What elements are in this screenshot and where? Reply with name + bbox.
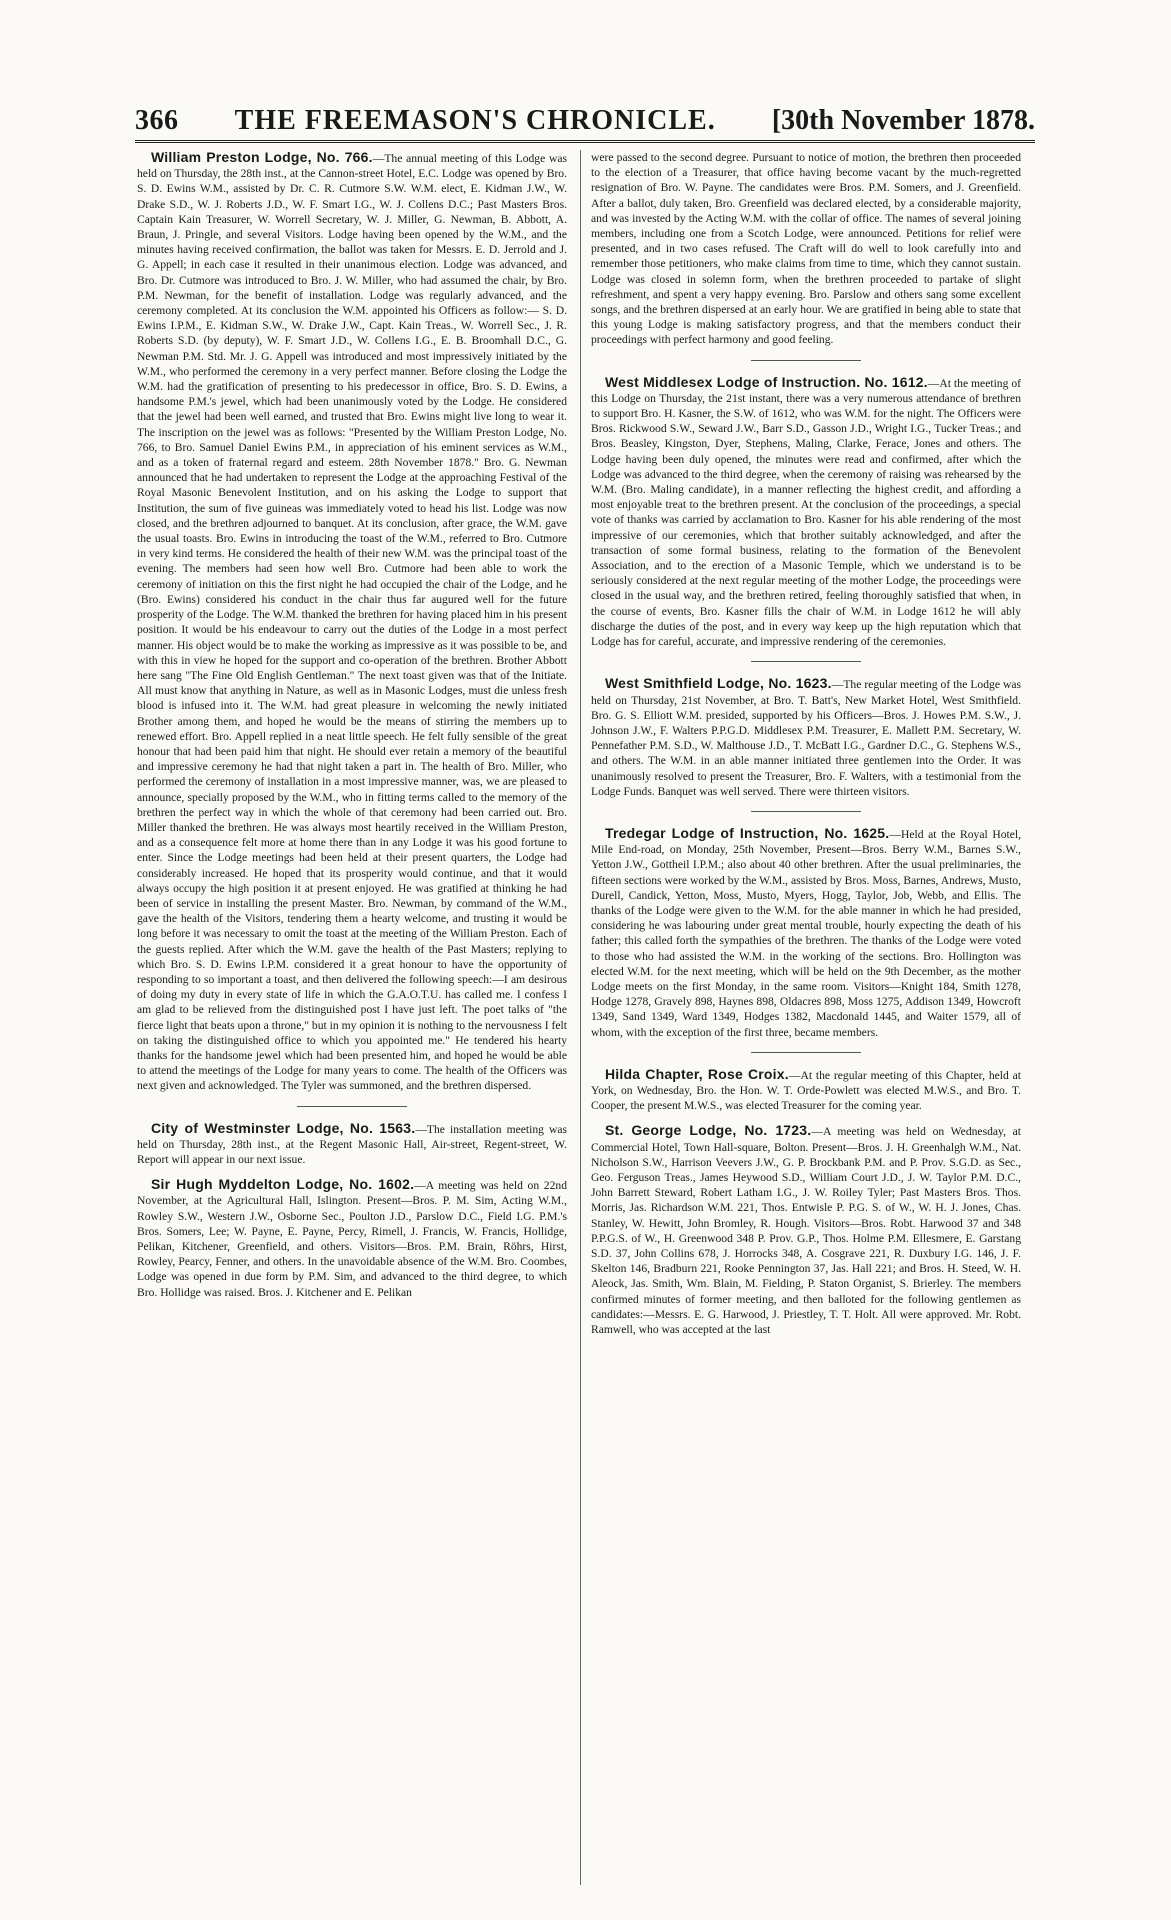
page-number: 366: [135, 105, 179, 136]
article-separator: [751, 811, 861, 812]
article-paragraph: [591, 375, 1021, 650]
article: [591, 1123, 1021, 1337]
header-rule: [135, 140, 1035, 143]
article: [591, 676, 1021, 799]
article-body: —A meeting was held on 22nd November, at the Agricultural Hall, Islington. Present—Bros. P. M. Sim, Acting W.M., Rowley S.W., Western J.W., Osborne Sec., Poulton J.D., Parslow D.C., Field I.G. P.M.'s Bros. Somers, Lee; W. Payne, E. Payne, Percy, Rimell, J. Francis, W. Francis, Hollidge, Pelikan, Kitchener, Greenfield, and others. Visitors—Bros. P.M. Brain, Röhrs, Hirst, Rowley, Pearcy, Fenner, and others. In the unavoidable absence of the W.M. Bro. Coombes, Lodge was opened in due form by P.M. Sim, and advanced to the third degree, to which Bro. Hollidge was raised. Bros. J. Kitchener and E. Pelikan: [137, 1179, 567, 1299]
article-paragraph: [137, 1121, 567, 1168]
article-title: West Middlesex Lodge of Instruction. No. 1612.: [605, 373, 928, 390]
article-body: —The installation meeting was held on Thursday, 28th inst., at the Regent Masonic Hall, Air-street, Regent-street, W. Report will appear in our next issue.: [137, 1122, 567, 1166]
article-separator: [751, 661, 861, 662]
article: [137, 150, 567, 1094]
article-body: —The annual meeting of this Lodge was held on Thursday, the 28th inst., at the Cannon-street Hotel, E.C. Lodge was opened by Bro. S. D. Ewins W.M., assisted by Dr. C. R. Cutmore S.W. W.M. elect, E. Kidman J.W., W. Drake S.D., W. J. Roberts J.D., W. F. Smart I.G., W. J. Collens D.C.; Past Masters Bros. Captain Kain Treasurer, W. Worrell Secretary, W. J. Miller, G. Newman, B. Abbott, A. Braun, J. Pringle, and several Visitors. Lodge having been opened by the W.M., and the minutes having received confirmation, the ballot was taken for Messrs. E. D. Jerrold and J. G. Appell; in each case it resulted in their unanimous election. Lodge was advanced, and Bro. Dr. Cutmore was introduced to Bro. J. W. Miller, who had assumed the chair, by Bro. P.M. Newman, for the benefit of installation. Lodge was regularly advanced, and the ceremony completed. At its conclusion the W.M. appointed his Officers as follow:— S. D. Ewins I.P.M., E. Kidman S.W., W. Drake J.W., Capt. Kain Treas., W. Worrell Sec., J. R. Roberts S.D. (by deputy), W. F. Smart J.D., W. Collens I.G., E. B. Broomhall D.C., G. Newman P.M. Std. Mr. J. G. Appell was introduced and most impressively initiated by the W.M., who performed the ceremony in a very perfect manner. Before closing the Lodge the W.M. had the gratification of presenting to his predecessor in office, Bro. S. D. Ewins, a handsome P.M.'s jewel, which had been unanimously voted by the Lodge. He considered that the jewel had been well earned, and trusted that Bro. Ewins might live long to wear it. The inscription on the jewel was as follows: "Presented by the William Preston Lodge, No. 766, to Bro. Samuel Daniel Ewins P.M., in appreciation of his eminent services as W.M., and as a token of fraternal regard and esteem. 28th November 1878." Bro. G. Newman announced that he had undertaken to represent the Lodge at the approaching Festival of the Royal Masonic Benevolent Institution, and on his asking the Lodge to support that Institution, the sum of five guineas was immediately voted to head his list. Lodge was now closed, and the brethren adjourned to banquet. At its conclusion, after grace, the W.M. gave the usual toasts. Bro. Ewins in introducing the toast of the W.M., referred to Bro. Cutmore in very kind terms. He considered the health of their new W.M. was the principal toast of the evening. The members had seen how well Bro. Cutmore had been able to work the ceremony of initiation on this the first night he had occupied the chair of the Lodge, and he (Bro. Ewins) considered his conduct in the chair thus far augured well for the future prosperity of the Lodge. The W.M. thanked the brethren for having placed him in his present position. It would be his endeavour to carry out the duties of the Lodge in a most perfect manner. His object would be to make the working as impressive as it was possible to be, and with this in view he hoped for the support and co-operation of the brethren. Brother Abbott here sang "The Fine Old English Gentleman." The next toast given was that of the Initiate. All must know that anything in Nature, as well as in Masonic Lodges, must die unless fresh blood is infused into it. The W.M. had great pleasure in welcoming the newly initiated Brother among them, and hoped he would be the means of stirring the members up to renewed effort. Bro. Appell replied in a neat little speech. He felt fully sensible of the great honour that had been paid him that night. He should ever retain a memory of the beautiful and impressive ceremony he had that night taken a part in. The health of Bro. Miller, who performed the ceremony of installation in a most impressive manner, was, we are pleased to announce, specially proposed by the W.M., who in fitting terms called to the memory of the brethren the perfect way in which the whole of that ceremony had been carried out. Bro. Miller thanked the brethren. He was always most heartily received in the William Preston, and as a consequence felt more at home there than in any Lodge it was his good fortune to enter. Since the Lodge meetings had been held at their present quarters, the Lodge had considerably increased. He hoped that its prosperity would continue, and that it would always occupy the high position it at present enjoyed. He was gratified at thinking he had been of service in installing the present Master. Bro. Newman, by command of the W.M., gave the health of the Visitors, tendering them a hearty welcome, and trusting it would be long before it was necessary to omit the toast at the meeting of the William Preston. Each of the guests replied. After which the W.M. gave the health of the Past Masters; replying to which Bro. S. D. Ewins I.P.M. considered it a great honour to have the opportunity of responding to so important a toast, and then delivered the following speech:—I am desirous of doing my duty in every state of life in which the G.A.O.T.U. has called me. I confess I am glad to be relieved from the distinguished post I have just left. The poet talks of "the fierce light that beats upon a throne," but in my opinion it is nothing to the nervousness I felt on taking the distinguished office to which you appointed me." He tendered his hearty thanks for the handsome jewel which had been presented him, and hoped he would be able to attend the meetings of the Lodge for many years to come. The health of the Officers was next given and acknowledged. The Tyler was summoned, and the brethren dispersed.: [137, 152, 567, 1093]
article-separator: [751, 1052, 861, 1053]
article: [137, 1177, 567, 1300]
article: [591, 826, 1021, 1040]
article-title: Sir Hugh Myddelton Lodge, No. 1602.: [151, 1176, 415, 1193]
article-body: —Held at the Royal Hotel, Mile End-road, on Monday, 25th November, Present—Bros. Berry W.M., Barnes S.W., Yetton J.W., Gottheil I.P.M.; also about 40 other brethren. After the usual preliminaries, the fifteen sections were worked by the W.M., assisted by Bros. Moss, Barnes, Andrews, Musto, Durell, Candick, Yetton, Moss, Musto, Myers, Hogg, Taylor, Job, Webb, and Ellis. The thanks of the Lodge were given to the W.M. for the able manner in which he had presided, considering he was labouring under great mental trouble, hourly expecting the death of his father; this called forth the sympathies of the brethren. The thanks of the Lodge were voted to those who had assisted the W.M. in the working of the sections. Bro. Hollington was elected W.M. for the next meeting, which will be held on the 9th December, as the mother Lodge meets on the first Monday, in the same room. Visitors—Knight 184, Smith 1278, Hodge 1278, Gravely 898, Haynes 898, Oldacres 898, Moss 1275, Addison 1349, Howcroft 1349, Sand 1349, Ward 1349, Hodges 1382, Macdonald 1445, and Waiter 1579, all of whom, with the exception of the first three, became members.: [591, 827, 1021, 1039]
article-title: City of Westminster Lodge, No. 1563.: [151, 1119, 416, 1136]
article-paragraph: [137, 150, 567, 1094]
right-column: [591, 150, 1021, 1890]
continuation-text: were passed to the second degree. Pursuant to notice of motion, the brethren then proceeded to the election of a Treasurer, that office having become vacant by the much-regretted resignation of Bro. W. Payne. The candidates were Bros. P.M. Somers, and J. Greenfield. After a ballot, duly taken, Bro. Greenfield was declared elected, by a considerable majority, and was invested by the Acting W.M. with the collar of office. The names of several joining members, including one from a Scotch Lodge, were announced. Petitions for relief were presented, and in two cases refused. The Craft will do well to look carefully into and remember those petitioners, who make claims from time to time, which they cannot sustain. Lodge was closed in solemn form, when the brethren proceeded to partake of slight refreshment, and spent a very happy evening. Bro. Parslow and others sang some excellent songs, and the brethren dispersed at an early hour. We are gratified in being able to state that this young Lodge is making satisfactory progress, and that the members conduct their proceedings with perfect harmony and good feeling.: [591, 151, 1021, 347]
article-title: William Preston Lodge, No. 766.: [151, 150, 373, 165]
masthead-title: THE FREEMASON'S CHRONICLE.: [234, 105, 716, 136]
article-title: Tredegar Lodge of Instruction, No. 1625.: [605, 824, 890, 841]
article-body: —At the meeting of this Lodge on Thursday, the 21st instant, there was a very numerous attendance of brethren to support Bro. H. Kasner, the S.W. of 1612, who was W.M. for the night. The Officers were Bros. Rickwood S.W., Seward J.W., Barr S.D., Gasson J.D., Wright I.G., Tucker Treas.; and Bros. Beasley, Kingston, Dyer, Stephens, Maling, Clarke, Ferace, Jones and others. The Lodge having been duly opened, the minutes were read and confirmed, after which the Lodge was advanced to the third degree, when the ceremony of raising was rehearsed by the W.M. (Bro. Maling candidate), in a manner reflecting the highest credit, and affording a most enjoyable treat to the brethren present. At the conclusion of the proceedings, a special vote of thanks was carried by acclamation to Bro. Kasner for his able rendering of the most impressive of our ceremonies, which that brother suitably acknowledged, and after the transaction of some formal business, relating to the formation of the Benevolent Association, and to the erection of a Masonic Temple, which we understand is to be seriously considered at the next regular meeting of the mother Lodge, the proceedings were closed in the usual way, and the brethren retired, feeling thoroughly satisfied that when, in the course of events, Bro. Kasner fills the chair of W.M. in Lodge 1612 he will ably discharge the duties of the post, and in every way keep up the high reputation which that Lodge has for careful, accurate, and impressive rendering of the ceremonies.: [591, 376, 1021, 649]
article: [591, 1067, 1021, 1114]
article-paragraph: [591, 1123, 1021, 1337]
article-title: West Smithfield Lodge, No. 1623.: [605, 675, 832, 692]
article-paragraph: [591, 676, 1021, 799]
article-paragraph: [591, 1067, 1021, 1114]
page-header: [135, 93, 1035, 137]
article-body: —At the regular meeting of this Chapter, held at York, on Wednesday, Bro. the Hon. W. T. Orde-Powlett was elected M.W.S., and Bro. T. Cooper, the present M.W.S., was elected Treasurer for the coming year.: [591, 1068, 1021, 1113]
article-paragraph: [137, 1177, 567, 1300]
article-continuation: [591, 150, 1021, 348]
article-separator: [751, 360, 861, 361]
article-body: —The regular meeting of the Lodge was held on Thursday, 21st November, at Bro. T. Batt's, New Market Hotel, West Smithfield. Bro. G. S. Elliott W.M. presided, supported by his Officers—Bros. J. Howes P.M. S.W., J. Johnson J.W., F. Walters P.P.G.D. Middlesex P.M. Treasurer, E. Mallett P.M. Secretary, W. Pennefather P.M. S.D., W. Malthouse J.D., T. McBatt I.G., Gardner D.C., G. Stephens W.S., and others. The W.M. in an able manner initiated three gentlemen into the Order. It was unanimously resolved to present the Treasurer, Bro. F. Walters, with a testimonial from the Lodge Funds. Banquet was well served. There were thirteen visitors.: [591, 678, 1021, 798]
issue-date: [30th November 1878.: [771, 105, 1035, 136]
article-paragraph: [591, 826, 1021, 1040]
article-body: —A meeting was held on Wednesday, at Commercial Hotel, Town Hall-square, Bolton. Present—Bros. J. H. Greenhalgh W.M., Nat. Nicholson S.W., Harrison Veevers J.W., G. P. Brockbank P.M. and P. Prov. S.G.D. as Sec., Geo. Ferguson Treas., James Heywood S.D., William Court J.D., J. W. Taylor P.M. D.C., John Barrett Steward, Robert Latham I.G., J. W. Roiley Tyler; Past Masters Bros. Thos. Morris, Jas. Richardson W.M. 221, Thos. Entwisle P. P.G. S. of W., W. H. J. Jones, Chas. Stanley, W. Hewitt, John Bromley, R. Hough. Visitors—Bros. Robt. Harwood 37 and 348 P.P.G.S. of W., H. Greenwood 348 P. Prov. G.P., Thos. Holme P.M. Ellesmere, E. Garstang S.D. 37, John Collins 678, J. Horrocks 348, A. Cosgrave 221, R. Duxbury I.G. 146, J. F. Skelton 146, Bradburn 221, Rooke Pennington 37, Jas. Hall 221; and Bros. H. Steed, W. H. Aleock, Jas. Smith, Wm. Blain, M. Fielding, P. Staton Organist, S. Brierley. The members confirmed minutes of former meeting, and then balloted for the following gentlemen as candidates:—Messrs. E. G. Harwood, J. Priestley, T. T. Holt. All were approved. Mr. Robt. Ramwell, who was accepted at the last: [591, 1125, 1021, 1337]
article-separator: [297, 1106, 407, 1107]
article: [137, 1121, 567, 1168]
article-title: St. George Lodge, No. 1723.: [605, 1122, 812, 1139]
left-column: [137, 150, 567, 1890]
column-divider: [580, 150, 581, 1885]
article-title: Hilda Chapter, Rose Croix.: [605, 1065, 789, 1082]
article: [591, 375, 1021, 650]
